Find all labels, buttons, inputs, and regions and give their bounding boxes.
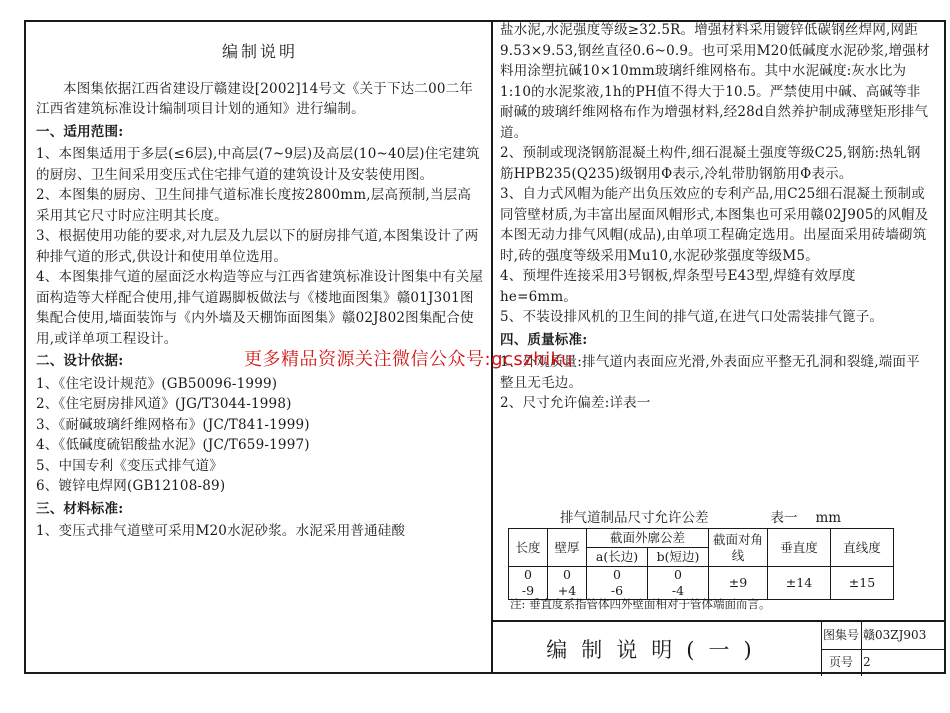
cell-b: 0 -4 bbox=[648, 567, 709, 600]
cell-straight: ±15 bbox=[831, 567, 894, 600]
table-row bbox=[509, 567, 894, 600]
tolerance-table bbox=[508, 528, 894, 600]
left-column bbox=[36, 20, 484, 542]
section2-heading: 二、设计依据: bbox=[36, 353, 124, 369]
section3-item: 2、预制或现浇钢筋混凝土构件,细石混凝土强度等级C25,钢筋:热轧钢筋HPB235(Q235)级钢用Φ表示,冷轧带肋钢筋用Φ表示。 bbox=[500, 145, 921, 182]
header-diagonal: 截面对角线 bbox=[709, 529, 768, 567]
page-title: 编制说明 bbox=[221, 42, 298, 61]
section4-item: 2、尺寸允许偏差:详表一 bbox=[500, 395, 651, 411]
cell-diagonal: ±9 bbox=[709, 567, 768, 600]
section1-item: 2、本图集的厨房、卫生间排气道标准长度按2800mm,层高预制,当层高采用其它尺寸时应注明其长度。 bbox=[36, 187, 472, 224]
atlas-number-row bbox=[821, 622, 946, 650]
section1-item: 1、本图集适用于多层(≤6层),中高层(7~9层)及高层(10~40层)住宅建筑的厨房、卫生间采用变压式住宅排气道的建筑设计及安装使用图。 bbox=[36, 146, 480, 183]
header-a: a(长边) bbox=[587, 548, 648, 567]
section2-item: 6、镀锌电焊网(GB12108-89) bbox=[36, 478, 226, 494]
section2-item: 2、《住宅厨房排风道》(JG/T3044-1998) bbox=[36, 396, 292, 412]
title-block-title: 编制说明(一) bbox=[491, 622, 822, 676]
section3-item: 4、预埋件连接采用3号钢板,焊条型号E43型,焊缝有效厚度he=6mm。 bbox=[500, 268, 856, 305]
header-section-group: 截面外廓公差 bbox=[587, 529, 709, 548]
section3-item: 3、自力式风帽为能产出负压效应的专利产品,用C25细石混凝土预制或同管壁材质,为丰富出屋面风帽形式,本图集也可采用赣02J905的风帽及本图无动力排气风帽(成品),由单项工程确定选用。出屋面采用砖墙砌筑时,砖的强度等级采用Mu10,水泥砂浆强度等级M5。 bbox=[500, 186, 929, 264]
section2-item: 1、《住宅设计规范》(GB50096-1999) bbox=[36, 375, 278, 392]
section2-item: 3、《耐碱玻璃纤维网格布》(JC/T841-1999) bbox=[36, 416, 310, 433]
section3-item-start: 1、变压式排气道壁可采用M20水泥砂浆。水泥采用普通硅酸 bbox=[36, 523, 406, 539]
section2-item: 5、中国专利《变压式排气道》 bbox=[36, 457, 223, 474]
section1-item: 3、根据使用功能的要求,对九层及九层以下的厨房排气道,本图集设计了两种排气道的形式,供设计和使用单位选用。 bbox=[36, 228, 479, 265]
page-number-label: 页号 bbox=[821, 649, 862, 676]
watermark-text: 更多精品资源关注微信公众号:gcszhiku bbox=[244, 349, 573, 370]
page-number-row bbox=[821, 649, 946, 676]
cell-vertical: ±14 bbox=[768, 567, 831, 600]
section1-heading: 一、适用范围: bbox=[36, 123, 124, 140]
header-b: b(短边) bbox=[648, 548, 709, 567]
table-header-row bbox=[509, 529, 894, 548]
header-vertical: 垂直度 bbox=[768, 529, 831, 567]
section3-item: 5、不装设排风机的卫生间的排气道,在进气口处需装排气篦子。 bbox=[500, 309, 884, 325]
cell-wall: 0 +4 bbox=[548, 567, 587, 600]
header-wall: 壁厚 bbox=[548, 529, 587, 567]
table-number: 表一 bbox=[770, 510, 798, 526]
section4-heading: 四、质量标准: bbox=[500, 331, 588, 348]
table-unit: mm bbox=[815, 510, 842, 526]
atlas-number-value: 赣03ZJ903 bbox=[863, 628, 927, 642]
cell-a: 0 -6 bbox=[587, 567, 648, 600]
table-caption-text: 排气道制品尺寸允许公差 bbox=[560, 510, 709, 526]
title-block bbox=[491, 620, 946, 676]
section2-item: 4、《低碱度硫铝酸盐水泥》(JC/T659-1997) bbox=[36, 437, 310, 453]
page-number-value: 2 bbox=[863, 655, 871, 669]
atlas-number-label: 图集号 bbox=[821, 622, 862, 649]
cell-length: 0 -9 bbox=[509, 567, 548, 600]
table-caption bbox=[560, 506, 841, 526]
header-length: 长度 bbox=[509, 529, 548, 567]
section4-item: 1、外观质量:排气道内表面应光滑,外表面应平整无孔洞和裂缝,端面平整且无毛边。 bbox=[500, 354, 920, 391]
header-straight: 直线度 bbox=[831, 529, 894, 567]
table-note: 注: 垂直度系指管体四外壁面相对于管体端面而言。 bbox=[510, 597, 771, 611]
intro-paragraph: 本图集依据江西省建设厅赣建设[2002]14号文《关于下达二00二年江西省建筑标准设计编制项目计划的通知》进行编制。 bbox=[36, 80, 474, 117]
section3-item-continued: 盐水泥,水泥强度等级≥32.5R。增强材料采用镀锌低碳钢丝焊网,网距9.53×9.53,钢丝直径0.6~0.9。也可采用M20低碱度水泥砂浆,增强材料用涂塑抗碱10×10mm玻璃纤维网格布。其中水泥碱度:灰水比为1:10的水泥浆液,1h的PH值不得大于10.5。严禁使用中碱、高碱等非耐碱的玻璃纤维网格布作为增强材料,经28d自然养护制成薄壁矩形排气道。 bbox=[500, 22, 930, 141]
section3-heading: 三、材料标准: bbox=[36, 500, 124, 517]
section1-item: 4、本图集排气道的屋面泛水构造等应与江西省建筑标准设计图集中有关屋面构造等大样配合使用,排气道踢脚板做法与《楼地面图集》赣01J301图集配合使用,墙面装饰与《内外墙及天棚饰面图集》赣02J802图集配合使用,或详单项工程设计。 bbox=[36, 269, 484, 347]
